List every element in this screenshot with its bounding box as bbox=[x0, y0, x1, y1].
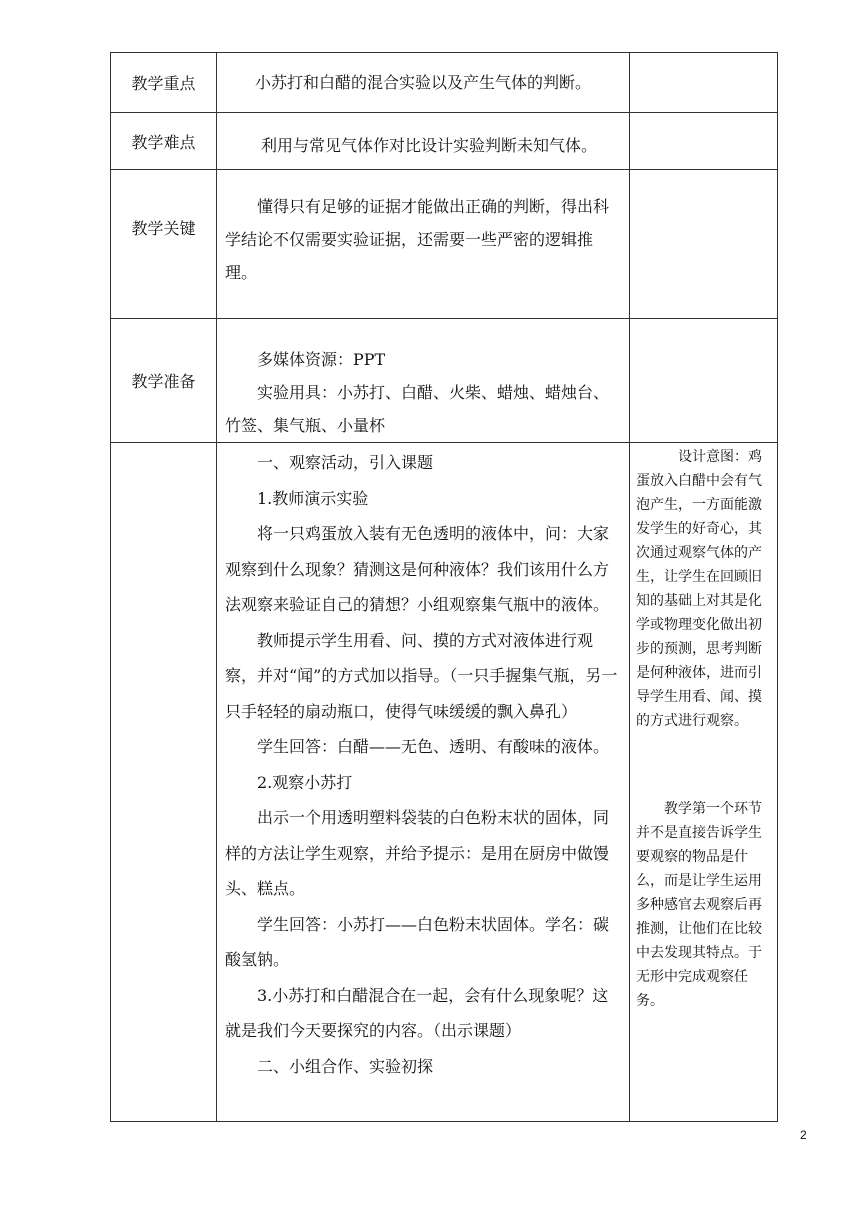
key-text: 懂得只有足够的证据才能做出正确的判断，得出科学结论不仅需要实验证据，还需要一些严密的逻辑推理。 bbox=[225, 197, 610, 282]
step1-title: 1.教师演示实验 bbox=[257, 488, 369, 508]
prep-materials: 实验用具：小苏打、白醋、火柴、蜡烛、蜡烛台、竹签、集气瓶、小量杯 bbox=[225, 383, 610, 435]
label-process bbox=[111, 443, 217, 1122]
step1-paragraph3: 学生回答：白醋——无色、透明、有酸味的液体。 bbox=[257, 737, 610, 756]
content-focus: 小苏打和白醋的混合实验以及产生气体的判断。 bbox=[217, 53, 630, 113]
section1-title: 一、观察活动，引入课题 bbox=[257, 453, 434, 472]
label-difficulty: 教学难点 bbox=[111, 113, 217, 170]
side-difficulty bbox=[630, 113, 778, 170]
row-key bbox=[111, 170, 778, 319]
design-notes bbox=[630, 443, 778, 1122]
page-number: 2 bbox=[800, 1128, 807, 1142]
design-note-1: 设计意图：鸡蛋放入白醋中会有气泡产生，一方面能激发学生的好奇心，其次通过观察气体的产生，让学生在回顾旧知的基础上对其是化学或物理变化做出初步的预测，思考判断是何种液体，进而引导学生用看、闻、摸的方式进行观察。 bbox=[636, 449, 762, 729]
label-prep: 教学准备 bbox=[111, 319, 217, 443]
side-focus bbox=[630, 53, 778, 113]
row-prep bbox=[111, 319, 778, 443]
row-process bbox=[111, 443, 778, 1122]
design-note-2: 教学第一个环节并不是直接告诉学生要观察的物品是什么，而是让学生运用多种感官去观察后再推测，让他们在比较中去发现其特点。于无形中完成观察任务。 bbox=[636, 801, 762, 1009]
label-key: 教学关键 bbox=[111, 170, 217, 319]
step2-paragraph1: 出示一个用透明塑料袋装的白色粉末状的固体，同样的方法让学生观察，并给予提示：是用在厨房中做馒头、糕点。 bbox=[225, 808, 610, 898]
lesson-plan-table bbox=[110, 52, 778, 1122]
content-difficulty: 利用与常见气体作对比设计实验判断未知气体。 bbox=[217, 113, 630, 170]
label-focus: 教学重点 bbox=[111, 53, 217, 113]
section2-title: 二、小组合作、实验初探 bbox=[257, 1056, 434, 1076]
row-focus bbox=[111, 53, 778, 113]
content-prep bbox=[217, 319, 630, 443]
step2-title: 2.观察小苏打 bbox=[257, 772, 353, 792]
row-difficulty bbox=[111, 113, 778, 170]
side-key bbox=[630, 170, 778, 319]
side-prep bbox=[630, 319, 778, 443]
step1-paragraph1: 将一只鸡蛋放入装有无色透明的液体中，问：大家观察到什么现象？猜测这是何种液体？我们该用什么方法观察来验证自己的猜想？小组观察集气瓶中的液体。 bbox=[225, 524, 610, 614]
prep-media: 多媒体资源：PPT bbox=[257, 350, 386, 369]
content-key bbox=[217, 170, 630, 319]
step3-paragraph: 3.小苏打和白醋混合在一起，会有什么现象呢？这就是我们今天要探究的内容。（出示课题） bbox=[225, 985, 609, 1040]
step2-paragraph2: 学生回答：小苏打——白色粉末状固体。学名：碳酸氢钠。 bbox=[225, 914, 610, 969]
step1-paragraph2: 教师提示学生用看、问、摸的方式对液体进行观察，并对“闻”的方式加以指导。（一只手握集气瓶，另一只手轻轻的扇动瓶口，使得气味缓缓的飘入鼻孔） bbox=[225, 630, 618, 721]
content-process bbox=[217, 443, 630, 1122]
